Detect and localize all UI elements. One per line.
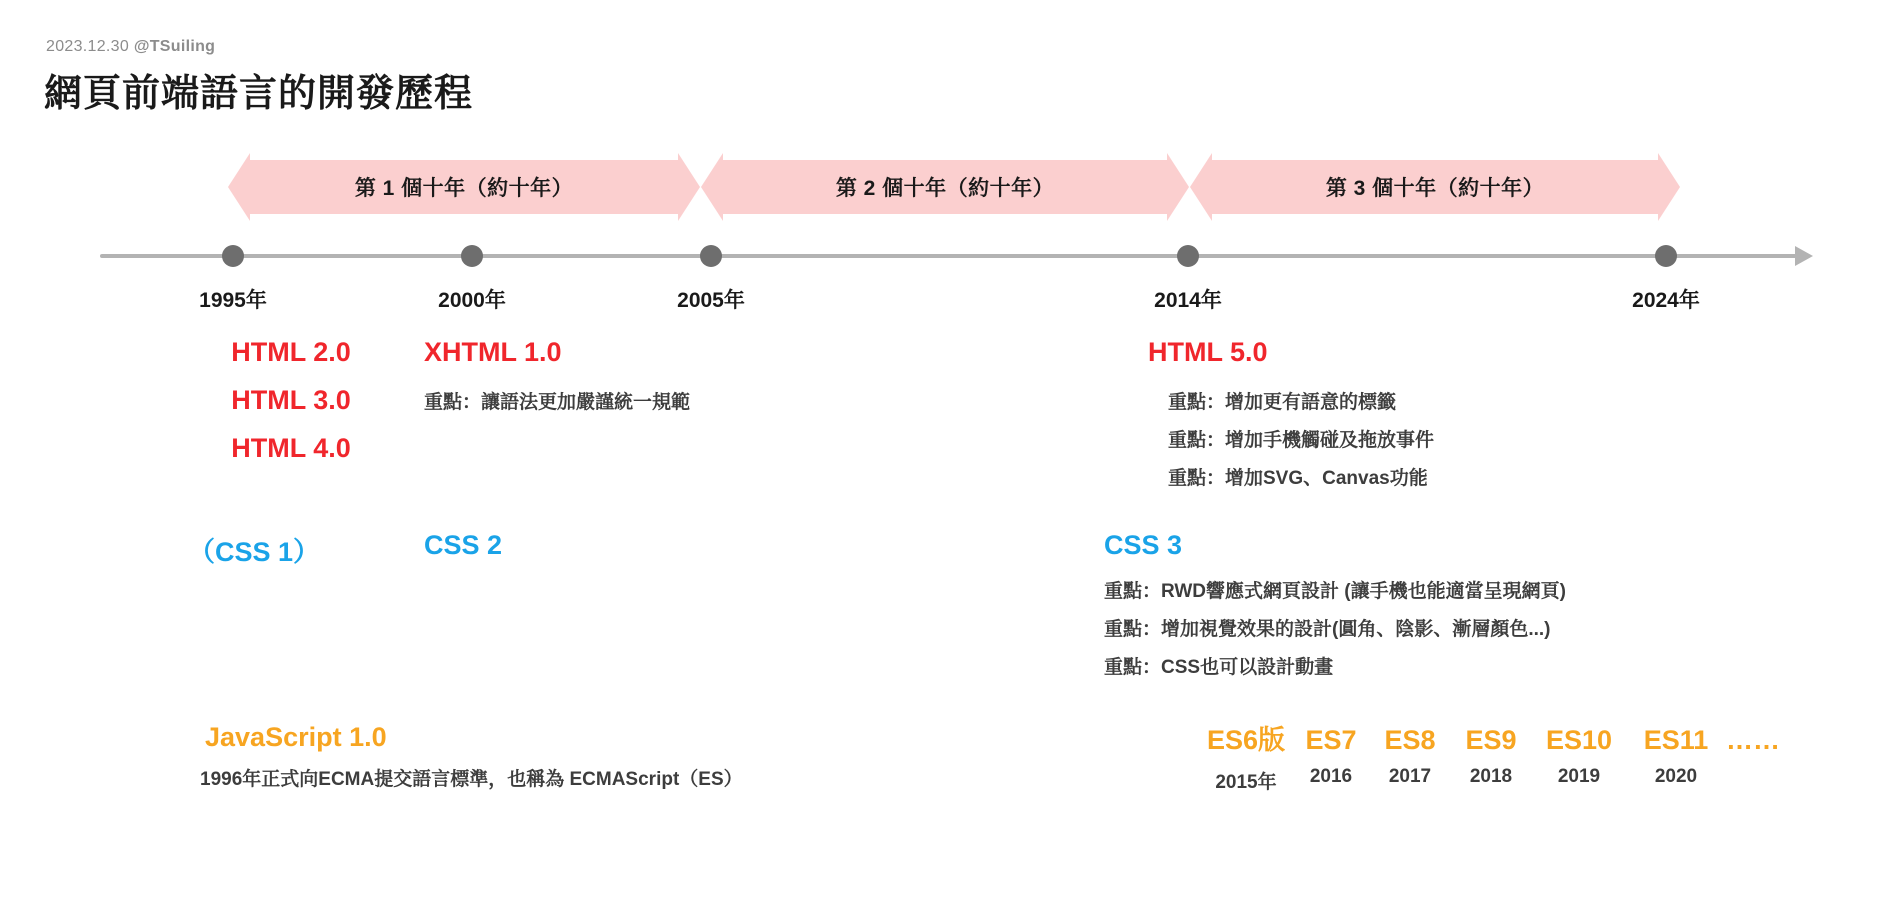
year-label-2014: 2014年: [1154, 289, 1222, 312]
css3-note-3: 重點：CSS也可以設計動畫: [1104, 657, 1334, 678]
decade-band-3-label: 第 3 個十年（約十年）: [1325, 177, 1545, 200]
es6-year: 2015年: [1215, 772, 1277, 793]
javascript-note: 1996年正式向ECMA提交語言標準，也稱為 ECMAScript（ES）: [200, 769, 743, 790]
es6-name: ES6版: [1206, 725, 1286, 755]
arrow-tip-right-icon: [678, 153, 700, 221]
timeline-dot-1995: [222, 245, 244, 267]
es11-name: ES11: [1643, 725, 1709, 755]
page-title: 網頁前端語言的開發歷程: [44, 73, 474, 115]
arrow-tip-left-icon: [1190, 153, 1212, 221]
xhtml-heading: XHTML 1.0: [424, 337, 562, 367]
es9-year: 2018: [1469, 766, 1513, 787]
es8-year: 2017: [1388, 766, 1432, 787]
arrow-tip-right-icon: [1167, 153, 1189, 221]
html-2-label: HTML 2.0: [231, 337, 351, 367]
timeline-dot-2014: [1177, 245, 1199, 267]
es7-year: 2016: [1309, 766, 1353, 787]
xhtml-note-1: 重點：讓語法更加嚴謹統一規範: [424, 392, 691, 413]
decade-band-1: [250, 160, 678, 214]
css3-note-1: 重點：RWD響應式網頁設計 (讓手機也能適當呈現網頁): [1104, 581, 1566, 602]
html5-block: [1148, 328, 1434, 498]
xhtml-block: [424, 328, 690, 422]
es-version-es7: [1292, 725, 1370, 788]
es-version-es10: [1532, 725, 1626, 788]
arrow-tip-left-icon: [228, 153, 250, 221]
es9-name: ES9: [1465, 725, 1517, 755]
decade-band-3: [1212, 160, 1658, 214]
es-version-es9: [1450, 725, 1532, 788]
html-4-label: HTML 4.0: [231, 433, 351, 463]
es-version-es6: [1200, 718, 1292, 794]
es7-name: ES7: [1305, 725, 1357, 755]
css3-note-2: 重點：增加視覺效果的設計(圓角、陰影、漸層顏色...): [1104, 619, 1551, 640]
css1-heading: （CSS 1）: [188, 537, 321, 567]
timeline-dot-2005: [700, 245, 722, 267]
javascript-block: [200, 722, 743, 799]
html5-note-2: 重點：增加手機觸碰及拖放事件: [1168, 430, 1435, 451]
css3-block: [1104, 530, 1566, 687]
meta-line: [46, 38, 215, 56]
es-versions-row: [1200, 718, 1780, 794]
html-3-label: HTML 3.0: [231, 385, 351, 415]
html-versions-1995: [176, 328, 406, 472]
css2-block: [424, 530, 502, 561]
decade-band-1-label: 第 1 個十年（約十年）: [354, 177, 574, 200]
es10-year: 2019: [1557, 766, 1601, 787]
css1-block: [188, 530, 320, 569]
author-handle: @TSuiling: [133, 38, 216, 55]
javascript-heading: JavaScript 1.0: [205, 722, 387, 752]
es-version-es8: [1370, 725, 1450, 788]
css3-heading: CSS 3: [1104, 530, 1183, 560]
es-ellipsis-label: ……: [1726, 725, 1780, 755]
timeline-axis: [100, 254, 1800, 258]
publish-date: 2023.12.30: [46, 38, 130, 55]
arrow-tip-left-icon: [701, 153, 723, 221]
es-versions-ellipsis: [1726, 725, 1780, 756]
es-version-es11: [1626, 725, 1726, 788]
es10-name: ES10: [1545, 725, 1613, 755]
html5-note-1: 重點：增加更有語意的標籤: [1168, 392, 1397, 413]
timeline-dot-2024: [1655, 245, 1677, 267]
year-label-2005: 2005年: [677, 289, 745, 312]
decade-band-2: [723, 160, 1167, 214]
year-label-2000: 2000年: [438, 289, 506, 312]
decade-band-2-label: 第 2 個十年（約十年）: [835, 177, 1055, 200]
es8-name: ES8: [1384, 725, 1436, 755]
timeline-dot-2000: [461, 245, 483, 267]
es11-year: 2020: [1654, 766, 1698, 787]
css2-heading: CSS 2: [424, 530, 503, 560]
year-label-1995: 1995年: [199, 289, 267, 312]
axis-arrow-icon: [1795, 246, 1813, 266]
html5-note-3: 重點：增加SVG、Canvas功能: [1168, 468, 1428, 489]
year-label-2024: 2024年: [1632, 289, 1700, 312]
html5-heading: HTML 5.0: [1148, 337, 1268, 367]
arrow-tip-right-icon: [1658, 153, 1680, 221]
